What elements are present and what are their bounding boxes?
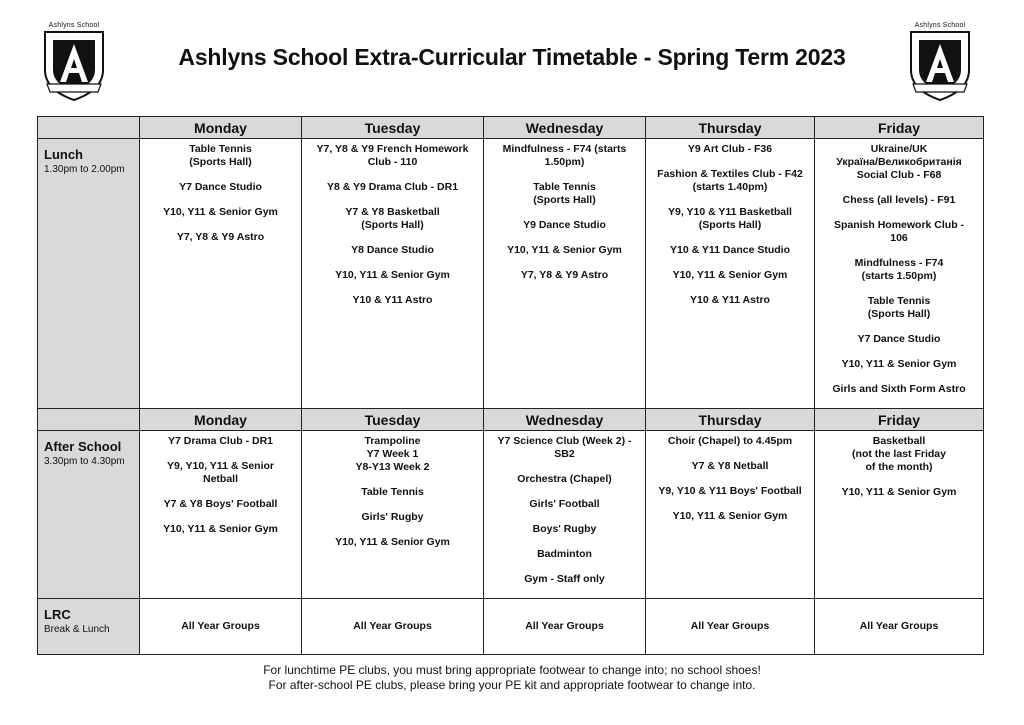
club-item: Y10 & Y11 Astro bbox=[690, 294, 770, 306]
club-item: Table Tennis (Sports Hall) bbox=[189, 143, 252, 168]
club-item: Y9, Y10 & Y11 Boys' Football bbox=[658, 485, 802, 497]
day-header: Monday bbox=[140, 117, 302, 139]
day-header: Tuesday bbox=[302, 409, 484, 431]
day-header: Wednesday bbox=[484, 117, 646, 139]
club-item: Y9, Y10 & Y11 Basketball (Sports Hall) bbox=[668, 206, 792, 231]
club-item: Y9, Y10, Y11 & Senior Netball bbox=[166, 460, 274, 485]
day-header: Thursday bbox=[646, 117, 815, 139]
club-item: Y10, Y11 & Senior Gym bbox=[672, 269, 788, 281]
club-item: Girls' Football bbox=[529, 498, 600, 510]
day-header: Friday bbox=[815, 409, 984, 431]
club-item: Y9 Dance Studio bbox=[523, 219, 606, 231]
club-item: Boys' Rugby bbox=[532, 523, 597, 535]
lunch-row bbox=[38, 139, 984, 409]
lrc-monday-cell bbox=[140, 599, 302, 655]
club-item: Y10, Y11 & Senior Gym bbox=[163, 523, 278, 535]
club-item: Y7, Y8 & Y9 Astro bbox=[520, 269, 609, 281]
club-item: All Year Groups bbox=[859, 620, 939, 632]
club-item: Orchestra (Chapel) bbox=[517, 473, 612, 485]
club-item: Gym - Staff only bbox=[524, 573, 605, 585]
after-school-wednesday-cell bbox=[484, 431, 646, 599]
crest-school-name: Ashlyns School bbox=[48, 22, 100, 29]
timetable bbox=[37, 116, 984, 655]
day-header-row bbox=[38, 117, 984, 139]
day-header: Tuesday bbox=[302, 117, 484, 139]
club-item: All Year Groups bbox=[525, 620, 604, 632]
club-item: Y7, Y8 & Y9 Astro bbox=[176, 231, 265, 243]
club-item: Y7 & Y8 Netball bbox=[691, 460, 769, 472]
club-item: Ukraine/UK Україна/Великобританія Social Club - F68 bbox=[836, 143, 962, 181]
club-item: Y10, Y11 & Senior Gym bbox=[841, 486, 957, 498]
after-school-monday-cell bbox=[140, 431, 302, 599]
row-name: LRC bbox=[44, 607, 71, 622]
club-item: Y10 & Y11 Dance Studio bbox=[669, 244, 791, 256]
club-item: Girls and Sixth Form Astro bbox=[832, 383, 966, 395]
lrc-row bbox=[38, 599, 984, 655]
club-item: Y7 & Y8 Boys' Football bbox=[163, 498, 278, 510]
row-time: Break & Lunch bbox=[44, 624, 110, 635]
club-item: Table Tennis (Sports Hall) bbox=[867, 295, 931, 320]
crest-school-name: Ashlyns School bbox=[914, 22, 966, 29]
club-item: All Year Groups bbox=[181, 620, 260, 632]
day-header: Friday bbox=[815, 117, 984, 139]
club-item: Y10, Y11 & Senior Gym bbox=[335, 269, 450, 281]
club-item: Y10 & Y11 Astro bbox=[352, 294, 433, 306]
row-time: 1.30pm to 2.00pm bbox=[44, 164, 125, 175]
day-header: Thursday bbox=[646, 409, 815, 431]
lunch-thursday-cell bbox=[646, 139, 815, 409]
club-item: Spanish Homework Club - 106 bbox=[833, 219, 965, 244]
row-header-lunch bbox=[38, 139, 140, 409]
club-item: Y7 Science Club (Week 2) - SB2 bbox=[497, 435, 632, 460]
club-item: All Year Groups bbox=[353, 620, 432, 632]
footer-notes bbox=[0, 663, 1024, 693]
after-school-friday-cell bbox=[815, 431, 984, 599]
lrc-wednesday-cell bbox=[484, 599, 646, 655]
row-header-lrc bbox=[38, 599, 140, 655]
row-header-after-school bbox=[38, 431, 140, 599]
club-item: All Year Groups bbox=[690, 620, 770, 632]
lrc-thursday-cell bbox=[646, 599, 815, 655]
club-item: Trampoline Y7 Week 1 Y8-Y13 Week 2 bbox=[355, 435, 430, 473]
lrc-friday-cell bbox=[815, 599, 984, 655]
club-item: Table Tennis (Sports Hall) bbox=[533, 181, 596, 206]
club-item: Choir (Chapel) to 4.45pm bbox=[667, 435, 793, 447]
club-item: Y7 & Y8 Basketball (Sports Hall) bbox=[345, 206, 440, 231]
header-blank bbox=[38, 117, 140, 139]
footer-line-2: For after-school PE clubs, please bring your PE kit and appropriate footwear to change into. bbox=[268, 678, 756, 692]
club-item: Y7 Dance Studio bbox=[857, 333, 941, 345]
club-item: Y10, Y11 & Senior Gym bbox=[335, 536, 450, 548]
after-school-tuesday-cell bbox=[302, 431, 484, 599]
header-blank bbox=[38, 409, 140, 431]
row-name: After School bbox=[44, 439, 122, 454]
day-header: Wednesday bbox=[484, 409, 646, 431]
lunch-tuesday-cell bbox=[302, 139, 484, 409]
row-name: Lunch bbox=[44, 147, 83, 162]
club-item: Y9 Art Club - F36 bbox=[687, 143, 773, 155]
club-item: Girls' Rugby bbox=[361, 511, 424, 523]
club-item: Y10, Y11 & Senior Gym bbox=[672, 510, 788, 522]
day-header: Monday bbox=[140, 409, 302, 431]
lunch-wednesday-cell bbox=[484, 139, 646, 409]
club-item: Y8 & Y9 Drama Club - DR1 bbox=[326, 181, 459, 193]
club-item: Y7, Y8 & Y9 French Homework Club - 110 bbox=[316, 143, 469, 168]
club-item: Mindfulness - F74 (starts 1.50pm) bbox=[502, 143, 627, 168]
after-school-thursday-cell bbox=[646, 431, 815, 599]
club-item: Y10, Y11 & Senior Gym bbox=[163, 206, 278, 218]
lunch-friday-cell bbox=[815, 139, 984, 409]
club-item: Fashion & Textiles Club - F42 (starts 1.40pm) bbox=[657, 168, 803, 193]
club-item: Badminton bbox=[537, 548, 592, 560]
club-item: Y8 Dance Studio bbox=[351, 244, 434, 256]
club-item: Y10, Y11 & Senior Gym bbox=[507, 244, 622, 256]
row-time: 3.30pm to 4.30pm bbox=[44, 456, 125, 467]
club-item: Mindfulness - F74 (starts 1.50pm) bbox=[854, 257, 944, 282]
club-item: Basketball (not the last Friday of the month) bbox=[852, 435, 946, 473]
footer-line-1: For lunchtime PE clubs, you must bring appropriate footwear to change into; no school shoes! bbox=[263, 663, 761, 677]
page-title: Ashlyns School Extra-Curricular Timetable - Spring Term 2023 bbox=[178, 44, 846, 70]
club-item: Y7 Dance Studio bbox=[179, 181, 262, 193]
club-item: Y7 Drama Club - DR1 bbox=[167, 435, 274, 447]
club-item: Chess (all levels) - F91 bbox=[842, 194, 956, 206]
day-header-row bbox=[38, 409, 984, 431]
after-school-row bbox=[38, 431, 984, 599]
lunch-monday-cell bbox=[140, 139, 302, 409]
lrc-tuesday-cell bbox=[302, 599, 484, 655]
club-item: Y10, Y11 & Senior Gym bbox=[841, 358, 957, 370]
club-item: Table Tennis bbox=[361, 486, 424, 498]
